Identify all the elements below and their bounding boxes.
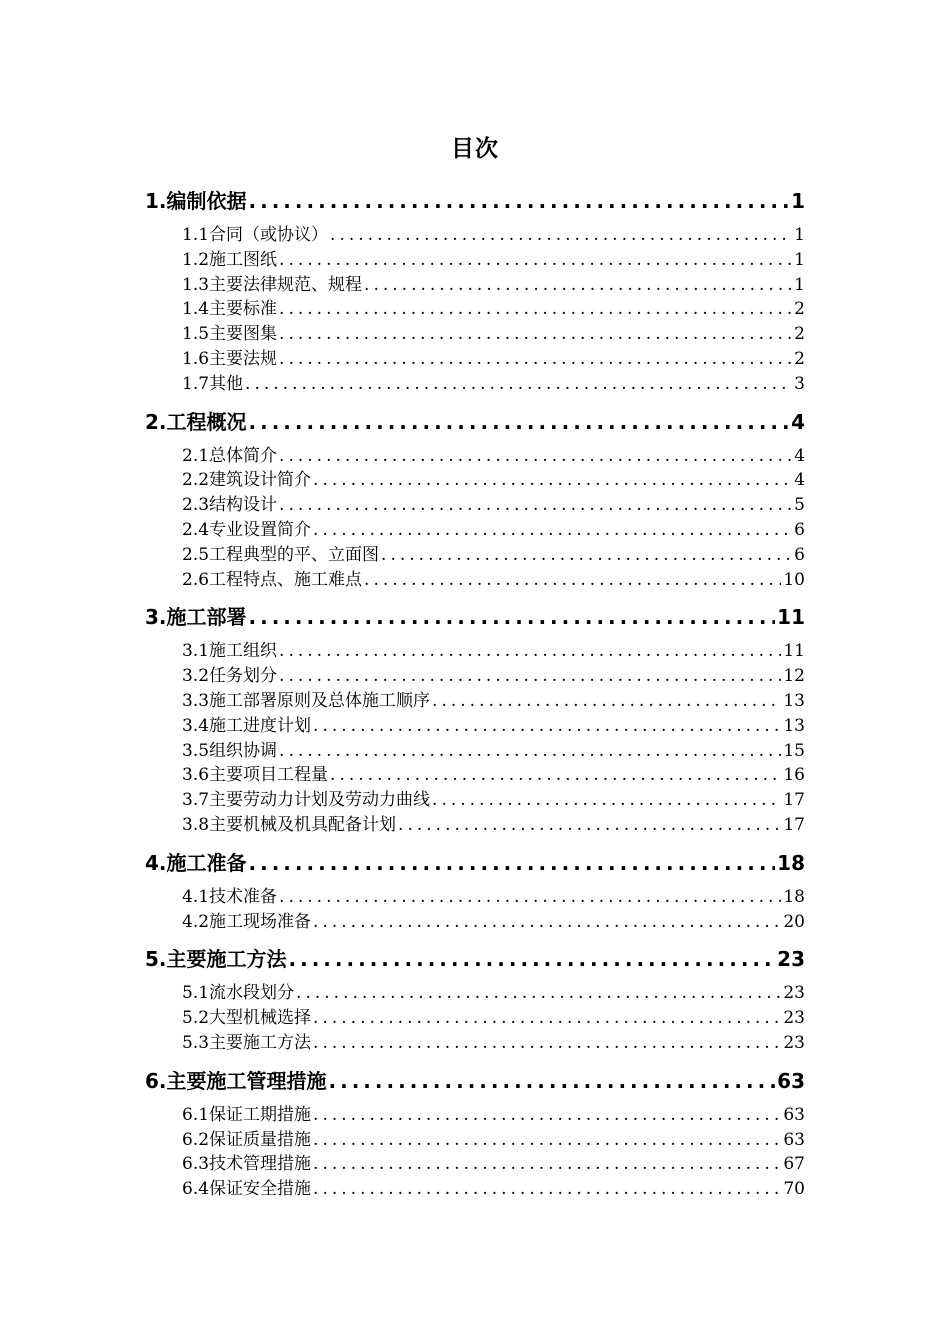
toc-entry-label: 2.2建筑设计简介 [182, 470, 312, 491]
toc-section-entry[interactable] [182, 444, 805, 468]
toc-entry-label: 1.4主要标准 [182, 299, 278, 320]
toc-dot-leader [364, 568, 781, 592]
toc-chapter-entry[interactable] [145, 943, 805, 975]
toc-section-entry[interactable] [182, 493, 805, 517]
toc-entry-page-number: 23 [783, 983, 805, 1004]
toc-entry-page-number: 5 [794, 495, 805, 516]
toc-entry-label: 1.7其他 [182, 373, 244, 394]
toc-entry-page-number: 2 [794, 299, 805, 320]
toc-entry-page-number: 2 [794, 324, 805, 345]
toc-dot-leader [279, 248, 792, 272]
toc-dot-leader [279, 493, 792, 517]
toc-section-entry[interactable] [182, 347, 805, 371]
toc-entry-label: 5.1流水段划分 [182, 983, 295, 1004]
toc-dot-leader [313, 714, 781, 738]
toc-entry-label: 3.1施工组织 [182, 641, 278, 662]
toc-dot-leader [279, 444, 792, 468]
toc-entry-page-number: 11 [783, 641, 805, 662]
toc-entry-label: 3.6主要项目工程量 [182, 765, 329, 786]
toc-dot-leader [279, 739, 781, 763]
toc-entry-label: 2.工程概况 [145, 409, 247, 434]
toc-section-entry[interactable] [182, 223, 805, 247]
toc-chapter-entry[interactable] [145, 185, 805, 217]
toc-section-entry[interactable] [182, 813, 805, 837]
toc-entry-page-number: 17 [783, 815, 805, 835]
toc-dot-leader [329, 1065, 776, 1097]
toc-entry-page-number: 1 [794, 249, 805, 270]
toc-section-entry[interactable] [182, 372, 805, 396]
toc-section-entry[interactable] [182, 297, 805, 321]
toc-entry-label: 1.编制依据 [145, 189, 247, 213]
toc-entry-page-number: 1 [791, 189, 805, 213]
toc-section-entry[interactable] [182, 714, 805, 738]
toc-entry-page-number: 11 [777, 605, 805, 630]
toc-dot-leader [313, 1006, 781, 1030]
toc-section-entry[interactable] [182, 788, 805, 812]
toc-entry-page-number: 4 [791, 409, 805, 434]
toc-entry-label: 4.1技术准备 [182, 886, 278, 907]
toc-title: 目次 [451, 136, 499, 162]
toc-chapter-entry[interactable] [145, 1065, 805, 1097]
toc-section-entry[interactable] [182, 1152, 805, 1176]
toc-dot-leader [398, 813, 781, 837]
toc-dot-leader [432, 788, 781, 812]
toc-section-entry[interactable] [182, 689, 805, 713]
toc-entry-page-number: 3 [794, 373, 805, 394]
toc-dot-leader [249, 406, 790, 438]
toc-dot-leader [245, 372, 792, 396]
toc-entry-page-number: 63 [783, 1104, 805, 1125]
toc-entry-label: 6.3技术管理措施 [182, 1154, 312, 1175]
toc-entry-label: 3.7主要劳动力计划及劳动力曲线 [182, 790, 431, 811]
toc-entry-label: 1.2施工图纸 [182, 249, 278, 270]
toc-section-entry[interactable] [182, 885, 805, 909]
toc-entry-label: 3.3施工部署原则及总体施工顺序 [182, 691, 431, 711]
toc-section-entry[interactable] [182, 518, 805, 542]
toc-entry-page-number: 17 [783, 790, 805, 811]
toc-dot-leader [432, 689, 781, 713]
toc-section-entry[interactable] [182, 1006, 805, 1030]
toc-entry-page-number: 1 [794, 274, 805, 295]
toc-section-entry[interactable] [182, 910, 805, 934]
toc-entry-label: 6.4保证安全措施 [182, 1179, 312, 1200]
toc-entry-label: 2.5工程典型的平、立面图 [182, 544, 380, 565]
toc-entry-page-number: 15 [783, 740, 805, 761]
toc-entry-page-number: 12 [783, 666, 805, 687]
toc-entry-label: 5.主要施工方法 [145, 947, 287, 972]
toc-entry-label: 1.6主要法规 [182, 349, 278, 369]
toc-dot-leader [313, 518, 792, 542]
toc-entry-page-number: 67 [783, 1154, 805, 1175]
toc-dot-leader [313, 468, 792, 492]
toc-dot-leader [313, 910, 781, 934]
toc-entry-page-number: 16 [783, 765, 805, 786]
toc-dot-leader [313, 1103, 781, 1127]
toc-section-entry[interactable] [182, 639, 805, 663]
toc-entry-label: 6.主要施工管理措施 [145, 1068, 327, 1093]
toc-dot-leader [381, 543, 792, 567]
toc-entry-label: 5.2大型机械选择 [182, 1008, 312, 1029]
toc-entry-label: 3.2任务划分 [182, 666, 278, 687]
toc-entry-label: 6.1保证工期措施 [182, 1104, 312, 1125]
toc-dot-leader [313, 1177, 781, 1201]
toc-section-entry[interactable] [182, 1031, 805, 1055]
toc-entry-page-number: 6 [794, 520, 805, 540]
toc-dot-leader [330, 763, 781, 787]
toc-dot-leader [313, 1152, 781, 1176]
toc-section-entry[interactable] [182, 664, 805, 688]
toc-dot-leader [279, 322, 792, 346]
toc-entry-label: 1.3主要法律规范、规程 [182, 274, 363, 295]
toc-entry-label: 6.2保证质量措施 [182, 1129, 312, 1150]
toc-dot-leader [279, 664, 781, 688]
toc-entry-page-number: 1 [794, 225, 805, 245]
toc-section-entry[interactable] [182, 1177, 805, 1201]
toc-entry-label: 2.1总体简介 [182, 445, 278, 466]
toc-entry-page-number: 23 [777, 947, 805, 972]
toc-section-entry[interactable] [182, 1103, 805, 1127]
toc-dot-leader [279, 885, 781, 909]
toc-entry-label: 3.8主要机械及机具配备计划 [182, 815, 397, 835]
toc-entry-label: 1.1合同（或协议） [182, 225, 329, 245]
toc-entry-label: 3.4施工进度计划 [182, 715, 312, 736]
toc-section-entry[interactable] [182, 981, 805, 1005]
toc-dot-leader [279, 297, 792, 321]
toc-entry-page-number: 10 [783, 569, 805, 590]
toc-entry-page-number: 4 [794, 470, 805, 491]
toc-entry-page-number: 23 [783, 1008, 805, 1029]
toc-dot-leader [249, 847, 776, 879]
toc-dot-leader [296, 981, 781, 1005]
toc-dot-leader [249, 185, 790, 217]
toc-section-entry[interactable] [182, 322, 805, 346]
toc-chapter-entry[interactable] [145, 847, 805, 879]
toc-section-entry[interactable] [182, 273, 805, 297]
toc-dot-leader [313, 1128, 781, 1152]
toc-entry-label: 2.3结构设计 [182, 495, 278, 516]
toc-dot-leader [289, 943, 776, 975]
toc-entry-label: 1.5主要图集 [182, 324, 278, 345]
toc-section-entry[interactable] [182, 1128, 805, 1152]
toc-entry-label: 4.2施工现场准备 [182, 911, 312, 932]
toc-dot-leader [249, 601, 776, 633]
toc-entry-page-number: 63 [777, 1068, 805, 1093]
toc-chapter-entry[interactable] [145, 406, 805, 438]
toc-entry-page-number: 6 [794, 544, 805, 565]
toc-dot-leader [313, 1031, 781, 1055]
toc-entry-page-number: 18 [777, 850, 805, 875]
toc-entry-label: 2.4专业设置简介 [182, 520, 312, 540]
toc-section-entry[interactable] [182, 568, 805, 592]
toc-entry-page-number: 13 [783, 715, 805, 736]
toc-entry-page-number: 63 [783, 1129, 805, 1150]
toc-section-entry[interactable] [182, 763, 805, 787]
toc-dot-leader [279, 639, 781, 663]
toc-entry-label: 5.3主要施工方法 [182, 1033, 312, 1053]
toc-section-entry[interactable] [182, 468, 805, 492]
toc-dot-leader [279, 347, 792, 371]
toc-chapter-entry[interactable] [145, 601, 805, 633]
toc-entry-page-number: 23 [783, 1033, 805, 1053]
toc-entry-page-number: 18 [783, 886, 805, 907]
toc-entry-page-number: 2 [794, 349, 805, 369]
toc-section-entry[interactable] [182, 248, 805, 272]
toc-entry-page-number: 20 [783, 911, 805, 932]
toc-dot-leader [330, 223, 792, 247]
toc-section-entry[interactable] [182, 543, 805, 567]
toc-entry-label: 4.施工准备 [145, 850, 247, 875]
toc-entry-page-number: 4 [794, 445, 805, 466]
toc-section-entry[interactable] [182, 739, 805, 763]
toc-dot-leader [364, 273, 792, 297]
toc-entry-label: 3.施工部署 [145, 605, 247, 630]
toc-entry-label: 2.6工程特点、施工难点 [182, 569, 363, 590]
toc-entry-label: 3.5组织协调 [182, 740, 278, 761]
toc-entry-page-number: 70 [783, 1179, 805, 1200]
toc-entry-page-number: 13 [783, 691, 805, 711]
